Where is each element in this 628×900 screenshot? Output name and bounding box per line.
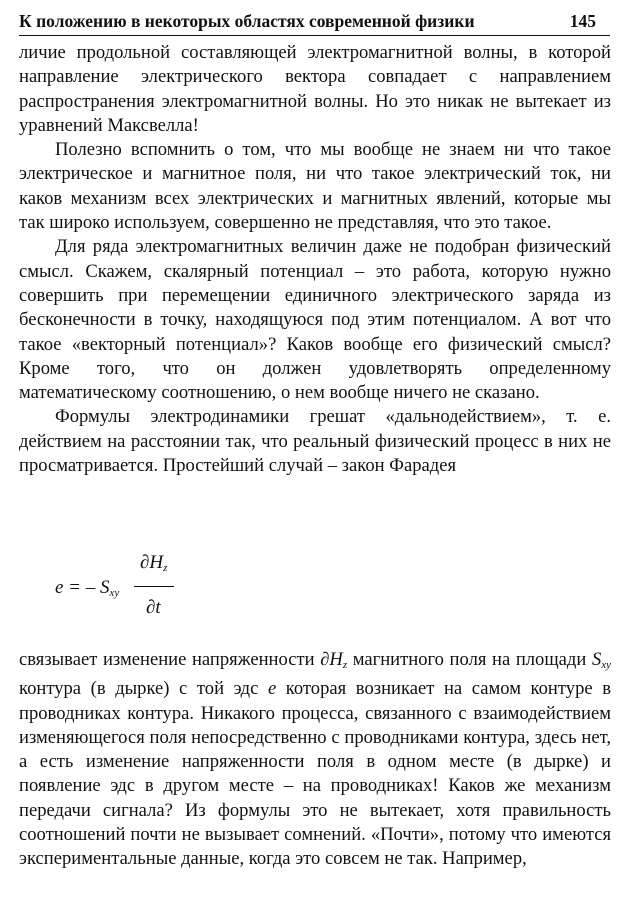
paragraph-4: Формулы электродинамики грешат «дальнодействием», т. е. действием на расстоянии так, что реальный физический процесс в них не просматривается. Простейший случай – закон Фарадея <box>19 406 611 477</box>
symbol-Sxy: $S_{xy}$ <box>591 649 611 671</box>
formula-numerator: $\partial H_z$ <box>140 552 168 574</box>
running-header <box>19 9 610 36</box>
body-text-bottom <box>19 648 611 872</box>
running-title: К положению в некоторых областях современной физики <box>19 11 475 31</box>
page-number: 145 <box>569 11 596 31</box>
formula-lhs: e = – $S_{xy}$ <box>55 577 120 599</box>
formula-denominator: ∂t <box>146 597 161 618</box>
faraday-formula <box>0 552 628 632</box>
symbol-e: e <box>267 678 277 700</box>
paragraph-1: личие продольной составляющей электромагнитной волны, в которой направление электрического вектора совпадает с направлением распространения электромагнитной волны. Но это никак не вытекает из уравнений Максвелла! <box>19 42 611 136</box>
body-text-top <box>19 41 611 478</box>
paragraph-3: Для ряда электромагнитных величин даже не подобран физический смысл. Скажем, скалярный потенциал – это работа, которую нужно совершить при перемещении единичного электрического заряда из бесконечности в точку, находящуюся под этим потенциалом. А вот что такое «векторный потенциал»? Каков вообще его физический смысл? Кроме того, что он должен удовлетворять определенному математическому соотношению, о нем вообще ничего не сказано. <box>19 236 611 404</box>
paragraph-2: Полезно вспомнить о том, что мы вообще не знаем ни что такое электрическое и магнитное поля, ни что такое электрический ток, ни каков механизм всех электрических и магнитных явлений, которые мы так широко используем, совершенно не представляя, что это такое. <box>19 139 611 234</box>
fraction-bar <box>134 586 174 587</box>
symbol-dHz: $\partial H_z$ <box>320 649 348 671</box>
paragraph-5: связывает изменение напряженности $\partial H_z$ магнитного поля на площади $S_{xy}$ контура (в дырке) с той эдс e которая возникает на самом контуре в проводниках контура. Никакого процесса, связанного с взаимодействием изменяющегося поля непосредственно с проводниками контура, здесь нет, а есть изменение напряженности поля в одном месте (в дырке) и появление эдс в другом месте – на проводниках! Каков же механизм передачи сигнала? Из формулы это не вытекает, хотя правильность соотношений почти не вызывает сомнений. «Почти», потому что имеются экспериментальные данные, когда это совсем не так. Например, <box>19 649 611 870</box>
